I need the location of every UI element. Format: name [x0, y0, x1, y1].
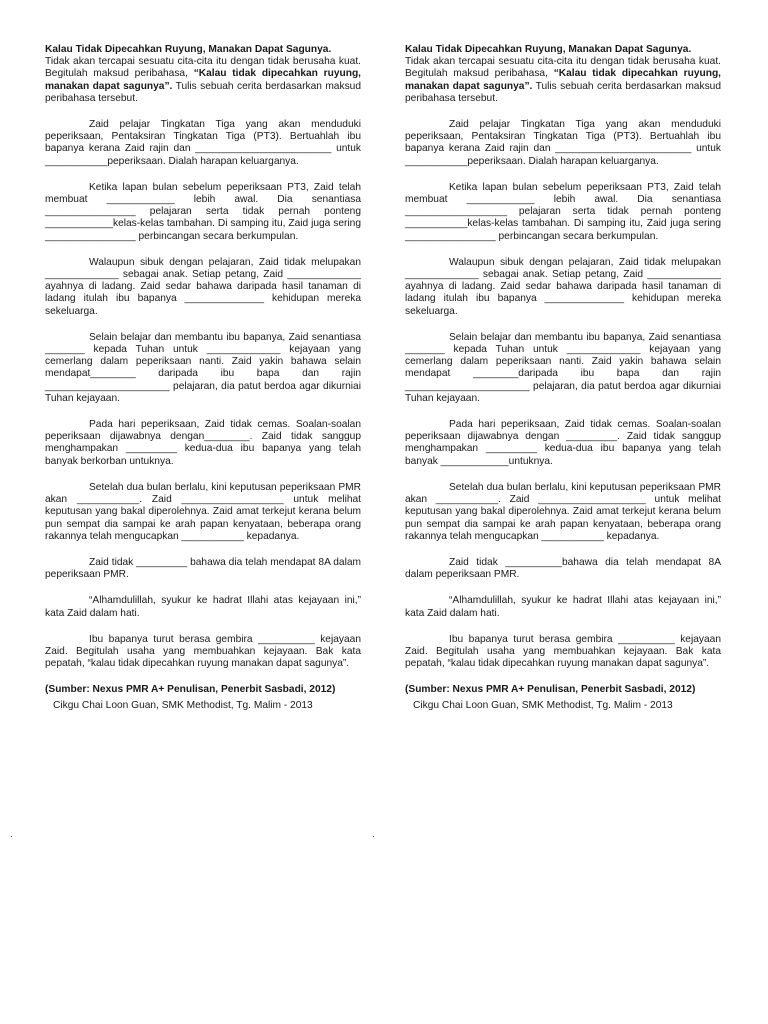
paragraph-7: Zaid tidak _________ bahawa dia telah mendapat 8A dalam peperiksaan PMR. [45, 556, 361, 581]
paragraph-5: Pada hari peperiksaan, Zaid tidak cemas. Soalan-soalan peperiksaan dijawabnya dengan________. Zaid tidak sanggup menghampakan _________ kedua-dua ibu bapanya yang telah banyak berkorban untuknya. [45, 419, 361, 467]
bullet-dot: · [10, 831, 13, 841]
author-credit: Cikgu Chai Loon Guan, SMK Methodist, Tg. Malim - 2013 [53, 699, 313, 711]
paragraph-2: Ketika lapan bulan sebelum peperiksaan PT3, Zaid telah membuat ____________ lebih awal. Dia senantiasa ________________ pelajaran serta tidak pernah ponteng ____________kelas-kelas tambahan. Di samping itu, Zaid juga sering ________________ perbincangan secara berkumpulan. [45, 181, 361, 242]
source-citation: (Sumber: Nexus PMR A+ Penulisan, Penerbit Sasbadi, 2012) [405, 684, 696, 696]
author-credit: Cikgu Chai Loon Guan, SMK Methodist, Tg. Malim - 2013 [413, 699, 673, 711]
paragraph-6: Setelah dua bulan berlalu, kini keputusan peperiksaan PMR akan ___________. Zaid ___________________ untuk melihat keputusan yang bakal diperolehnya. Zaid amat terkejut kerana belum pun sempat dia sampai ke arah papan kenyataan, beberapa orang rakannya telah mengucapkan ___________ kepadanya. [405, 481, 721, 542]
intro-paragraph [45, 56, 361, 105]
source-citation: (Sumber: Nexus PMR A+ Penulisan, Penerbit Sasbadi, 2012) [45, 684, 336, 696]
intro-instruction: Tulis sebuah cerita berdasarkan maksud peribahasa tersebut. [45, 80, 361, 104]
worksheet-title: Kalau Tidak Dipecahkan Ruyung, Manakan Dapat Sagunya. [405, 44, 692, 55]
paragraph-3: Walaupun sibuk dengan pelajaran, Zaid tidak melupakan _____________ sebagai anak. Setiap petang, Zaid _____________ ayahnya di ladang. Zaid sedar bahawa daripada hasil tanaman di ladang itulah ibu bapanya ______________ kehidupan mereka sekeluarga. [45, 256, 361, 317]
paragraph-1: Zaid pelajar Tingkatan Tiga yang akan menduduki peperiksaan, Pentaksiran Tingkatan Tiga (PT3). Bertuahlah ibu bapanya kerana Zaid rajin dan ________________________ untuk ___________peperiksaan. Dialah harapan keluarganya. [405, 119, 721, 167]
worksheet-title: Kalau Tidak Dipecahkan Ruyung, Manakan Dapat Sagunya. [45, 44, 332, 55]
paragraph-9: Ibu bapanya turut berasa gembira __________ kejayaan Zaid. Begitulah usaha yang membuahkan kejayaan. Bak kata pepatah, “kalau tidak dipecahkan ruyung manakan dapat sagunya”. [45, 633, 361, 670]
intro-instruction: Tulis sebuah cerita berdasarkan maksud peribahasa tersebut. [405, 80, 721, 104]
intro-proverb: “Kalau tidak dipecahkan ruyung, manakan dapat sagunya”. [405, 68, 721, 92]
paragraph-2: Ketika lapan bulan sebelum peperiksaan PT3, Zaid telah membuat ____________ lebih awal. Dia senantiasa __________________ pelajaran serta tidak pernah ponteng ___________kelas-kelas tambahan. Di samping itu, Zaid juga sering ________________ perbincangan secara berkumpulan. [405, 181, 721, 242]
bullet-dot: · [372, 831, 375, 841]
intro-text: Tidak akan tercapai sesuatu cita-cita itu dengan tidak berusaha kuat. Begitulah maksud peribahasa, [45, 56, 361, 80]
paragraph-4: Selain belajar dan membantu ibu bapanya, Zaid senantiasa _______ kepada Tuhan untuk _____________ kejayaan yang cemerlang dalam peperiksaan nanti. Zaid yakin bahawa selain mendapat________ daripada ibu bapa dan rajin ______________________ pelajaran, dia patut berdoa agar dikurniai Tuhan kejayaan. [45, 331, 361, 404]
paragraph-8: “Alhamdulillah, syukur ke hadrat Illahi atas kejayaan ini,” kata Zaid dalam hati. [45, 595, 361, 619]
intro-paragraph [405, 56, 721, 105]
paragraph-7: Zaid tidak __________bahawa dia telah mendapat 8A dalam peperiksaan PMR. [405, 556, 721, 581]
intro-proverb: “Kalau tidak dipecahkan ruyung, manakan dapat sagunya”. [45, 68, 361, 92]
paragraph-5: Pada hari peperiksaan, Zaid tidak cemas. Soalan-soalan peperiksaan dijawabnya dengan _________. Zaid tidak sanggup menghampakan _________ kedua-dua ibu bapanya yang telah banyak ____________untuknya. [405, 419, 721, 467]
paragraph-8: “Alhamdulillah, syukur ke hadrat Illahi atas kejayaan ini,” kata Zaid dalam hati. [405, 595, 721, 619]
paragraph-1: Zaid pelajar Tingkatan Tiga yang akan menduduki peperiksaan, Pentaksiran Tingkatan Tiga (PT3). Bertuahlah ibu bapanya kerana Zaid rajin dan ________________________ untuk ___________peperiksaan. Dialah harapan keluarganya. [45, 119, 361, 167]
worksheet-left [45, 44, 361, 712]
worksheet-right [405, 44, 721, 712]
paragraph-3: Walaupun sibuk dengan pelajaran, Zaid tidak melupakan _____________ sebagai anak. Setiap petang, Zaid _____________ ayahnya di ladang. Zaid sedar bahawa daripada hasil tanaman di ladang itulah ibu bapanya ______________ kehidupan mereka sekeluarga. [405, 256, 721, 317]
paragraph-4: Selain belajar dan membantu ibu bapanya, Zaid senantiasa _______ kepada Tuhan untuk _____________ kejayaan yang cemerlang dalam peperiksaan nanti. Zaid yakin bahawa selain mendapat ________daripada ibu bapa dan rajin ______________________ pelajaran, dia patut berdoa agar dikurniai Tuhan kejayaan. [405, 331, 721, 404]
paragraph-6: Setelah dua bulan berlalu, kini keputusan peperiksaan PMR akan ___________. Zaid __________________ untuk melihat keputusan yang bakal diperolehnya. Zaid amat terkejut kerana belum pun sempat dia sampai ke arah papan kenyataan, beberapa orang rakannya telah mengucapkan ___________ kepadanya. [45, 481, 361, 542]
intro-text: Tidak akan tercapai sesuatu cita-cita itu dengan tidak berusaha kuat. Begitulah maksud peribahasa, [405, 56, 721, 80]
paragraph-9: Ibu bapanya turut berasa gembira __________ kejayaan Zaid. Begitulah usaha yang membuahkan kejayaan. Bak kata pepatah, “kalau tidak dipecahkan ruyung manakan dapat sagunya”. [405, 633, 721, 670]
